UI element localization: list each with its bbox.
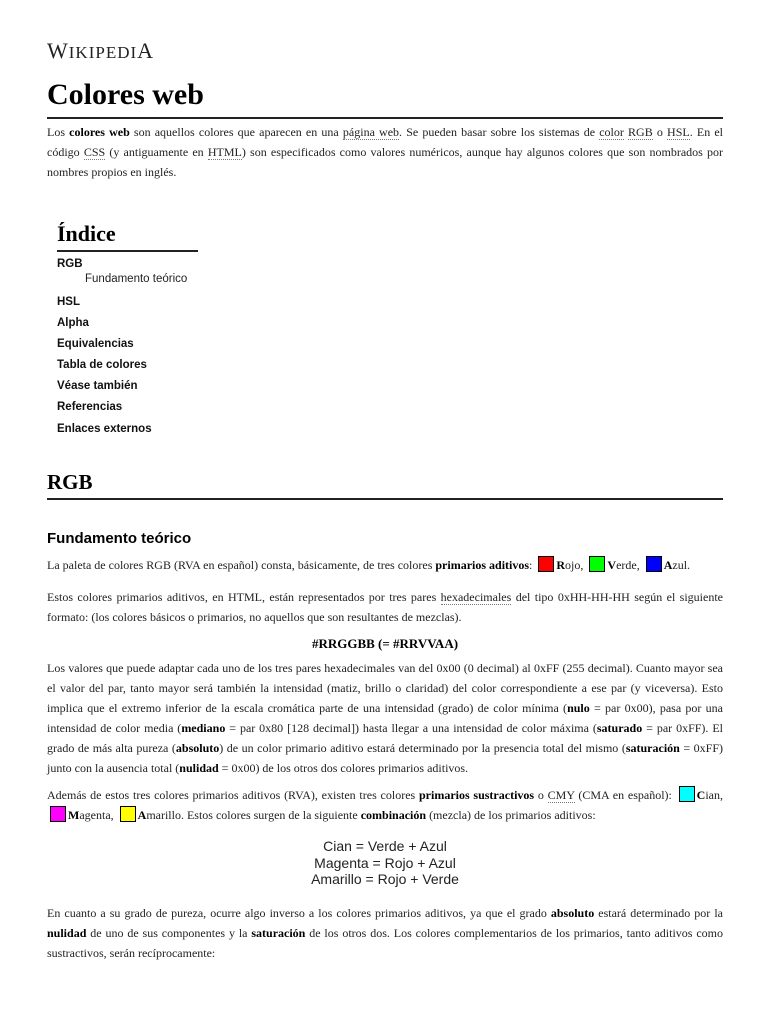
link-hexadecimales[interactable]: hexadecimales [440,590,512,604]
paragraph-valores-pares: Los valores que puede adaptar cada uno de los tres pares hexadecimales van del 0x00 (0 decimal) al 0xFF (255 decimal). Cuanto mayor sea el valor del par, tanto mayor será también la intensidad (matiz, brillo o claridad) del color correspondiente a ese par (y viceversa). Esto implica que el extremo inferior de la escala cromática parte de una intensidad (grado) de color mínima (nulo = par 0x00), pasa por una intensidad de color media (mediano = par 0x80 [128 decimal]) hasta llegar a una intensidad de color máxima (saturado = par 0xFF). El grado de más alta pureza (absoluto) de un color primario aditivo estará determinado por la presencia total del mismo (saturación = 0xFF) junto con la ausencia total (nulidad = 0x00) de los otros dos colores primarios aditivos. [47,661,724,775]
toc-item-hsl[interactable]: HSL [57,296,80,308]
toc-item-rgb[interactable]: RGB [57,258,83,270]
yellow-swatch [120,806,136,822]
paragraph-pureza: En cuanto a su grado de pureza, ocurre algo inverso a los colores primarios aditivos, ya que el grado absoluto estará determinado por la nulidad de uno de sus componentes y la saturación de los otros dos. Los colores complementarios de los primarios, tanto aditivos como sustractivos, serán recíprocamente: [47,906,724,960]
section-divider [47,498,723,500]
table-of-contents [57,220,357,435]
toc-item-vease-tambien[interactable]: Véase también [57,380,138,392]
toc-item-fundamento-teorico[interactable]: Fundamento teórico [85,273,188,285]
toc-item-alpha[interactable]: Alpha [57,317,89,329]
page-title: Colores web [47,78,204,111]
link-html[interactable]: HTML [207,145,242,159]
link-color[interactable]: color [599,125,624,139]
wikipedia-logo[interactable]: WIKIPEDIA [47,38,155,63]
magenta-swatch [50,806,66,822]
toc-title: Índice [57,221,116,246]
toc-item-enlaces-externos[interactable]: Enlaces externos [57,423,152,435]
blue-swatch [646,556,662,572]
cyan-swatch [679,786,695,802]
link-css[interactable]: CSS [83,145,106,159]
equation-cian: Cian = Verde + Azul [323,838,447,854]
green-swatch [589,556,605,572]
link-hsl[interactable]: HSL [667,125,690,139]
rgb-format-formula: #RRGGBB (= #RRVVAA) [311,636,459,651]
link-pagina-web[interactable]: página web [342,125,400,139]
toc-item-equivalencias[interactable]: Equivalencias [57,338,134,350]
toc-item-referencias[interactable]: Referencias [57,401,123,413]
subsection-heading-fundamento: Fundamento teórico [47,530,192,547]
paragraph-hexadecimales: Estos colores primarios aditivos, en HTML, están representados por tres pares hexadecimales del tipo 0xHH-HH-HH según el siguiente formato: (los colores básicos o primarios, no aquellos que son resultantes de mezclas). [47,590,724,624]
equation-magenta: Magenta = Rojo + Azul [314,854,456,871]
toc-item-tabla-de-colores[interactable]: Tabla de colores [57,359,147,371]
paragraph-primarios-sustractivos: Además de estos tres colores primarios aditivos (RVA), existen tres colores primarios sustractivos o CMY (CMA en español): Cian, Magenta, Amarillo. Estos colores surgen de la siguiente combinación (mezcla) de los primarios aditivos: [47,788,724,822]
section-heading-rgb: RGB [47,470,93,494]
title-divider [47,117,723,119]
toc-divider [57,250,198,252]
intro-paragraph: Los colores web son aquellos colores que aparecen en una página web. Se pueden basar sobre los sistemas de color RGB o HSL. En el código CSS (y antiguamente en HTML) son especificados como valores numéricos, aunque hay algunos colores que son nombrados por nombres propios en inglés. [47,125,724,179]
color-equations [47,838,723,888]
link-cmy[interactable]: CMY [547,788,575,802]
link-rgb[interactable]: RGB [628,125,653,139]
equation-amarillo: Amarillo = Rojo + Verde [311,871,459,887]
red-swatch [538,556,554,572]
paragraph-primarios-aditivos: La paleta de colores RGB (RVA en español) consta, básicamente, de tres colores primarios aditivos: Rojo, Verde, Azul. [47,558,691,572]
